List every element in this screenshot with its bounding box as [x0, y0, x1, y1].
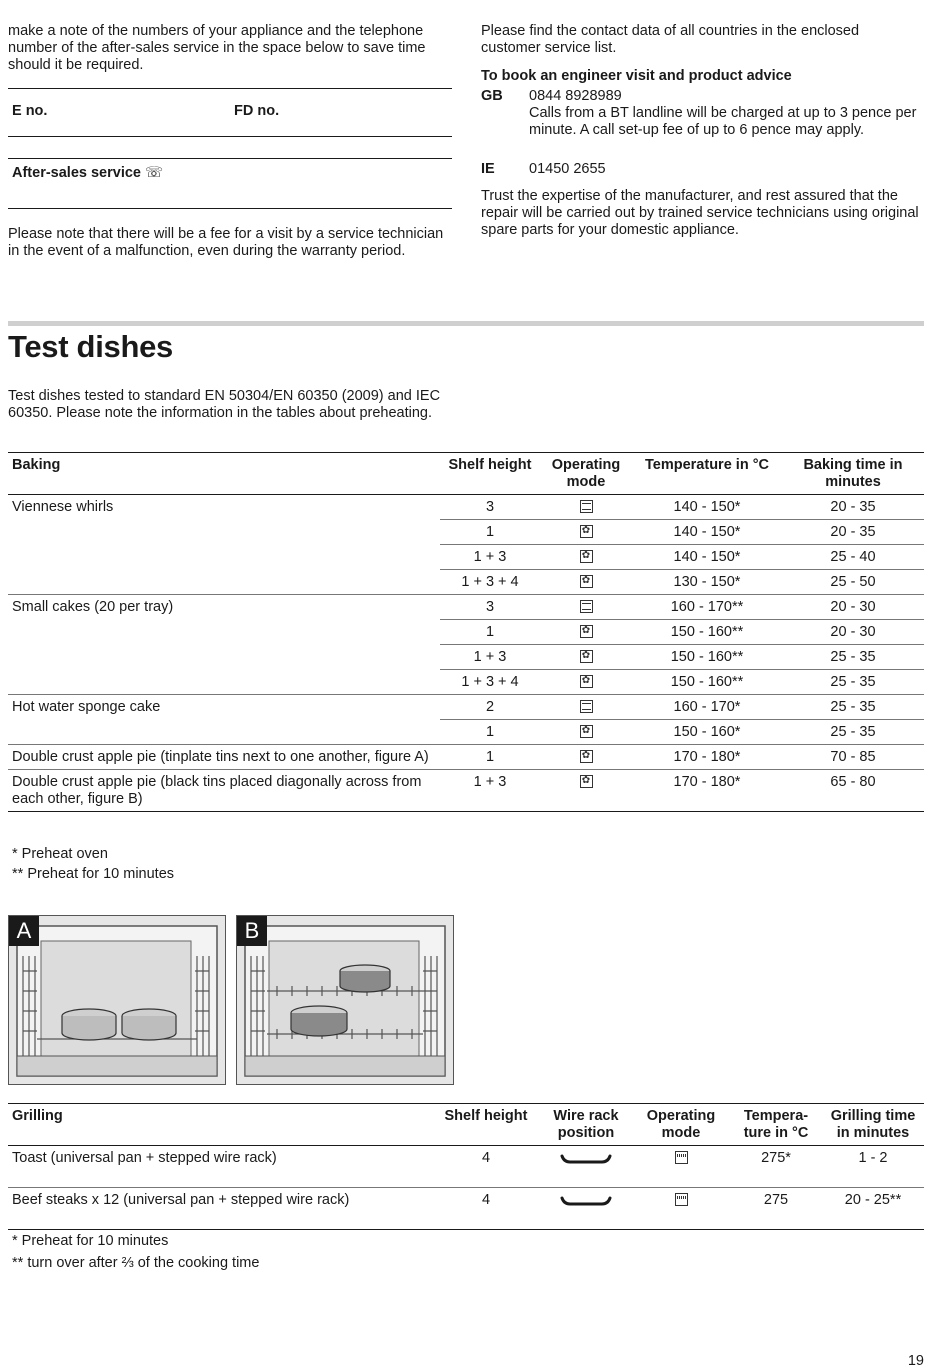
temperature-cell: 140 - 150* [632, 495, 782, 520]
baking-time-cell: 20 - 30 [782, 620, 924, 645]
table-row [8, 495, 924, 520]
appliance-note-text: make a note of the numbers of your appliance and the telephone number of the after-sales service in the space below to save time should it be required. [8, 23, 426, 73]
shelf-height-cell: 1 + 3 + 4 [440, 670, 540, 695]
dish-name-cell: Viennese whirls [12, 499, 114, 515]
hot-air-icon [580, 525, 593, 538]
stepped-wire-rack-icon [560, 1152, 612, 1166]
ie-code: IE [481, 161, 495, 177]
shelf-height-cell: 1 + 3 [440, 545, 540, 570]
table-row [8, 695, 924, 720]
section-intro: Test dishes tested to standard EN 50304/EN 60350 (2009) and IEC 60350. Please note the information in the tables about preheating. [8, 388, 441, 421]
ie-phone: 01450 2655 [529, 161, 606, 177]
baking-time-cell: 70 - 85 [782, 745, 924, 770]
oven-illustration-b [237, 916, 454, 1085]
shelf-height-cell: 4 [432, 1188, 540, 1230]
operating-mode-cell [632, 1146, 730, 1188]
shelf-height-cell: 1 + 3 + 4 [440, 570, 540, 595]
gb-code: GB [481, 88, 503, 104]
col-header-baking: Baking [8, 453, 440, 495]
operating-mode-cell [540, 495, 632, 520]
full-width-grill-icon [675, 1151, 688, 1164]
operating-mode-cell [540, 770, 632, 812]
booking-heading: To book an engineer visit and product advice [481, 68, 792, 84]
table-row [8, 545, 924, 570]
baking-time-cell: 25 - 40 [782, 545, 924, 570]
baking-time-cell: 25 - 35 [782, 645, 924, 670]
operating-mode-cell [540, 670, 632, 695]
hot-air-icon [580, 775, 593, 788]
table-header-row [8, 453, 924, 495]
operating-mode-cell [540, 520, 632, 545]
dish-name-cell [8, 570, 440, 595]
dish-name-cell [8, 670, 440, 695]
divider [8, 136, 452, 137]
baking-time-cell: 20 - 35 [782, 495, 924, 520]
operating-mode-cell [540, 720, 632, 745]
shelf-height-cell: 3 [440, 595, 540, 620]
shelf-height-cell: 1 [440, 745, 540, 770]
table-row [8, 720, 924, 745]
divider [8, 158, 452, 159]
e-no-label: E no. [12, 103, 48, 119]
top-bottom-heating-icon [580, 600, 593, 613]
baking-time-cell: 25 - 35 [782, 695, 924, 720]
temperature-cell: 160 - 170* [632, 695, 782, 720]
temperature-cell: 150 - 160** [632, 670, 782, 695]
temperature-cell: 150 - 160* [632, 720, 782, 745]
col-header-time: Grilling time in minutes [822, 1104, 924, 1146]
section-rule [8, 321, 924, 326]
hot-air-icon [580, 625, 593, 638]
table-row [8, 1146, 924, 1188]
hot-air-icon [580, 550, 593, 563]
temperature-cell: 130 - 150* [632, 570, 782, 595]
shelf-height-cell: 4 [432, 1146, 540, 1188]
fee-note-text: Please note that there will be a fee for a visit by a service technician in the event of a malfunction, even during the warranty period. [8, 226, 444, 259]
operating-mode-cell [540, 595, 632, 620]
dish-name-cell: Double crust apple pie (black tins placed diagonally across from each other, figure B) [8, 770, 440, 812]
hot-air-icon [580, 750, 593, 763]
temperature-cell: 140 - 150* [632, 520, 782, 545]
dish-name-cell [8, 720, 440, 745]
baking-footnote: * Preheat oven [12, 846, 108, 862]
table-row [8, 770, 924, 812]
temperature-cell: 275* [730, 1146, 822, 1188]
baking-time-cell: 25 - 35 [782, 670, 924, 695]
trust-text: Trust the expertise of the manufacturer, and rest assured that the repair will be carried out by trained service technicians using original spare parts for your domestic appliance. [481, 188, 919, 238]
grilling-footnote: * Preheat for 10 minutes [12, 1233, 169, 1249]
baking-table [8, 452, 924, 812]
temperature-cell: 170 - 180* [632, 770, 782, 812]
figure-a-label: A [9, 916, 39, 946]
baking-time-cell: 25 - 50 [782, 570, 924, 595]
table-row [8, 620, 924, 645]
hot-air-icon [580, 725, 593, 738]
gb-note: Calls from a BT landline will be charged at up to 3 pence per minute. A call set-up fee of up to 6 pence may apply. [529, 105, 917, 138]
dish-name-cell: Small cakes (20 per tray) [12, 599, 174, 615]
dish-name-cell: Beef steaks x 12 (universal pan + stepped wire rack) [8, 1188, 432, 1230]
operating-mode-cell [540, 645, 632, 670]
temperature-cell: 150 - 160** [632, 620, 782, 645]
shelf-height-cell: 1 [440, 720, 540, 745]
col-header-shelf: Shelf height [432, 1104, 540, 1146]
baking-time-cell: 20 - 35 [782, 520, 924, 545]
temperature-cell: 275 [730, 1188, 822, 1230]
table-row [8, 745, 924, 770]
dish-name-cell: Double crust apple pie (tinplate tins next to one another, figure A) [8, 745, 440, 770]
table-row [8, 595, 924, 620]
col-header-temp: Temperature in °C [632, 453, 782, 495]
page-number: 19 [907, 1353, 924, 1369]
operating-mode-cell [540, 695, 632, 720]
operating-mode-cell [540, 745, 632, 770]
stepped-wire-rack-icon [560, 1194, 612, 1208]
figure-a-oven-tins-side-by-side [8, 915, 226, 1085]
table-row [8, 645, 924, 670]
wire-rack-position-cell [540, 1146, 632, 1188]
contact-text: Please find the contact data of all countries in the enclosed customer service list. [481, 23, 860, 56]
hot-air-icon [580, 575, 593, 588]
col-header-mode: Operating mode [540, 453, 632, 495]
col-header-shelf: Shelf height [440, 453, 540, 495]
top-bottom-heating-icon [580, 500, 593, 513]
table-row [8, 1188, 924, 1230]
after-sales-label: After-sales service ☏ [12, 165, 164, 181]
grilling-time-cell: 1 - 2 [822, 1146, 924, 1188]
baking-time-cell: 20 - 30 [782, 595, 924, 620]
fd-no-label: FD no. [234, 103, 280, 119]
shelf-height-cell: 1 [440, 620, 540, 645]
full-width-grill-icon [675, 1193, 688, 1206]
divider [8, 88, 452, 89]
temperature-cell: 140 - 150* [632, 545, 782, 570]
page-title: Test dishes [8, 329, 173, 364]
figure-b-oven-tins-diagonal [236, 915, 454, 1085]
grilling-table [8, 1103, 924, 1230]
oven-illustration-a [9, 916, 226, 1085]
grilling-time-cell: 20 - 25** [822, 1188, 924, 1230]
hot-air-icon [580, 675, 593, 688]
figure-b-label: B [237, 916, 267, 946]
baking-time-cell: 25 - 35 [782, 720, 924, 745]
operating-mode-cell [540, 620, 632, 645]
top-bottom-heating-icon [580, 700, 593, 713]
shelf-height-cell: 2 [440, 695, 540, 720]
temperature-cell: 170 - 180* [632, 745, 782, 770]
operating-mode-cell [632, 1188, 730, 1230]
table-row [8, 570, 924, 595]
col-header-time: Baking time in minutes [782, 453, 924, 495]
shelf-height-cell: 3 [440, 495, 540, 520]
dish-name-cell [8, 520, 440, 545]
grilling-footnote: ** turn over after ⅔ of the cooking time [12, 1255, 260, 1271]
table-row [8, 670, 924, 695]
table-header-row [8, 1104, 924, 1146]
temperature-cell: 150 - 160** [632, 645, 782, 670]
dish-name-cell [8, 620, 440, 645]
dish-name-cell: Toast (universal pan + stepped wire rack) [8, 1146, 432, 1188]
divider [8, 208, 452, 209]
baking-time-cell: 65 - 80 [782, 770, 924, 812]
col-header-mode: Operating mode [632, 1104, 730, 1146]
dish-name-cell: Hot water sponge cake [12, 699, 161, 715]
telephone-icon: ☏ [145, 165, 164, 181]
baking-footnote: ** Preheat for 10 minutes [12, 866, 175, 882]
gb-phone: 0844 8928989 [529, 88, 622, 104]
hot-air-icon [580, 650, 593, 663]
col-header-rack: Wire rack position [540, 1104, 632, 1146]
dish-name-cell [8, 545, 440, 570]
wire-rack-position-cell [540, 1188, 632, 1230]
col-header-grilling: Grilling [8, 1104, 432, 1146]
shelf-height-cell: 1 [440, 520, 540, 545]
col-header-temp: Tempera-ture in °C [730, 1104, 822, 1146]
shelf-height-cell: 1 + 3 [440, 645, 540, 670]
temperature-cell: 160 - 170** [632, 595, 782, 620]
table-row [8, 520, 924, 545]
operating-mode-cell [540, 545, 632, 570]
operating-mode-cell [540, 570, 632, 595]
shelf-height-cell: 1 + 3 [440, 770, 540, 812]
dish-name-cell [8, 645, 440, 670]
